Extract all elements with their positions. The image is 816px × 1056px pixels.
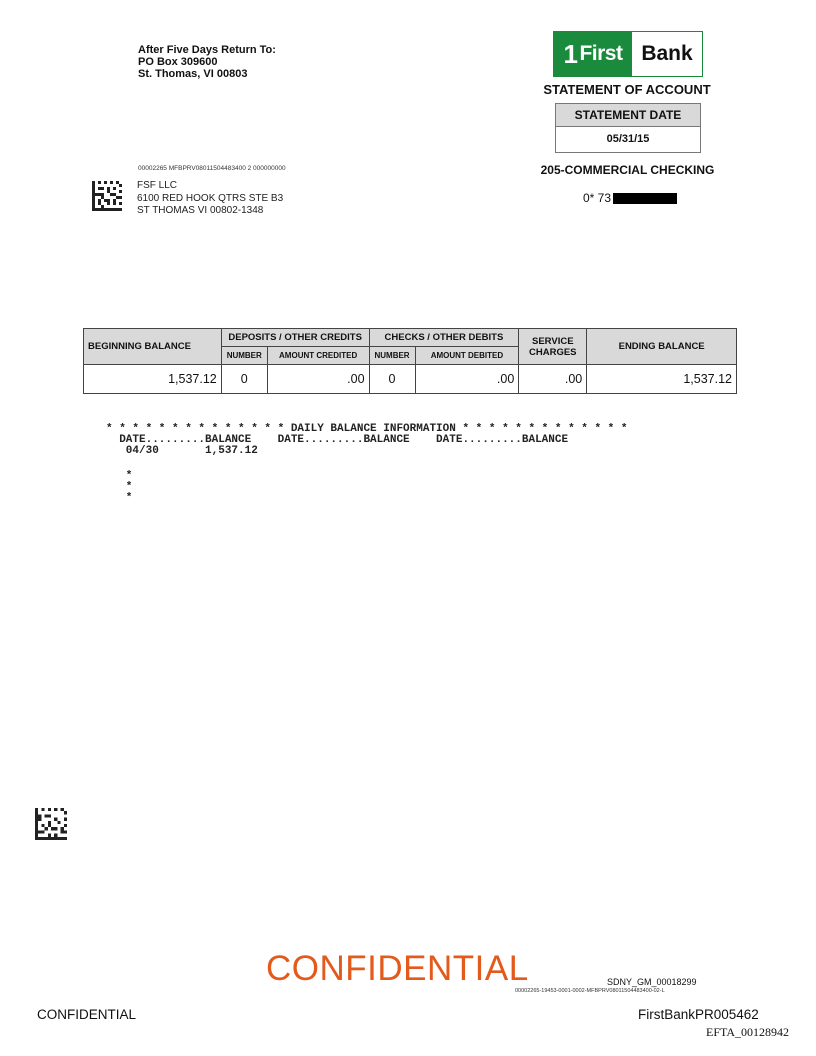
logo-bank-text: Bank (632, 32, 702, 76)
return-address-line: PO Box 309600 (138, 56, 218, 68)
statement-date-box (555, 103, 701, 153)
header-amount-debited: AMOUNT DEBITED (415, 347, 519, 365)
tracking-code: 00002265-19453-0001-0002-MFBPRV08011504483400-02-L (515, 988, 665, 994)
amount-credited-value: .00 (267, 365, 369, 394)
daily-balance-section (106, 424, 628, 504)
logo-mark: 1 (563, 38, 578, 69)
logo-first-panel (554, 32, 632, 76)
redaction-bar (613, 193, 677, 204)
header-ending-balance: ENDING BALANCE (587, 329, 737, 365)
mailing-code: 00002265 MFBPRV08011504483400 2 000000000 (138, 165, 286, 172)
service-charges-value: .00 (519, 365, 587, 394)
statement-date-label: STATEMENT DATE (556, 104, 700, 127)
return-address-line: After Five Days Return To: (138, 44, 276, 56)
address-city: ST THOMAS VI 00802-1348 (137, 205, 264, 216)
daily-balance-banner: * * * * * * * * * * * * * * DAILY BALANCE INFORMATION * * * * * * * * * * * * * (106, 423, 628, 435)
ending-balance-value: 1,537.12 (587, 365, 737, 394)
address-street: 6100 RED HOOK QTRS STE B3 (137, 192, 284, 204)
firstbank-logo (553, 31, 703, 77)
return-address (138, 44, 276, 80)
header-amount-credited: AMOUNT CREDITED (267, 347, 369, 365)
header-service-line: SERVICE (532, 335, 574, 347)
header-checks: CHECKS / OTHER DEBITS (369, 329, 519, 347)
account-number: 0* 73 (583, 191, 612, 205)
statement-date-value: 05/31/15 (606, 133, 650, 145)
balance-summary-table (83, 328, 737, 394)
addressee-name: FSF LLC (137, 180, 178, 191)
table-row (84, 365, 737, 394)
daily-balance-star: * (106, 481, 133, 493)
header-beginning-balance: BEGINNING BALANCE (84, 329, 222, 365)
check-count: 0 (369, 365, 415, 394)
header-charges-line: CHARGES (529, 346, 577, 358)
statement-title: STATEMENT OF ACCOUNT (543, 82, 711, 97)
header-service-charges (519, 329, 587, 365)
header-check-number: NUMBER (369, 347, 415, 365)
beginning-balance-value: 1,537.12 (84, 365, 222, 394)
confidential-label: CONFIDENTIAL (37, 1007, 137, 1022)
sdny-bates-number: SDNY_GM_00018299 (607, 977, 697, 987)
confidential-stamp: CONFIDENTIAL (266, 949, 529, 988)
amount-debited-value: .00 (415, 365, 519, 394)
2d-barcode-icon (92, 181, 122, 211)
return-address-line: St. Thomas, VI 00803 (138, 68, 248, 80)
daily-balance-star: * (106, 470, 133, 482)
2d-barcode-icon (35, 808, 67, 840)
production-number: FirstBankPR005462 (638, 1007, 759, 1022)
efta-number: EFTA_00128942 (706, 1025, 790, 1039)
header-deposit-number: NUMBER (221, 347, 267, 365)
account-type: 205-COMMERCIAL CHECKING (540, 163, 715, 177)
mailing-address (137, 180, 283, 218)
daily-balance-header: DATE.........BALANCE DATE.........BALANCE DATE.........BALANCE (106, 434, 569, 446)
logo-first-text: First (579, 42, 623, 65)
daily-balance-row: 04/30 1,537.12 (106, 445, 258, 457)
daily-balance-star: * (106, 492, 133, 504)
header-deposits: DEPOSITS / OTHER CREDITS (221, 329, 369, 347)
deposit-count: 0 (221, 365, 267, 394)
